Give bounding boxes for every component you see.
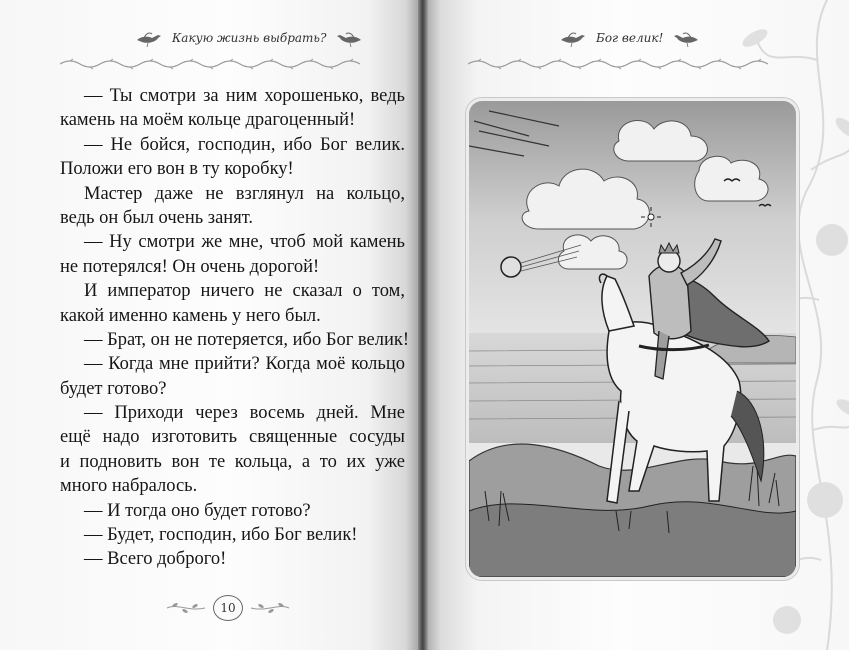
text-line: — Брат, он не потеряется, ибо Бог велик! [84,329,410,350]
left-page [0,0,418,650]
left-running-head-text: Какую жизнь выбрать? [172,31,327,45]
text-line: — Когда мне прийти? Когда моё кольцо [84,354,405,375]
text-line: ведь он был очень занят. [60,207,254,228]
leaf-sprig-icon [249,599,291,617]
right-running-head [558,28,701,48]
text-line: Мастер даже не взглянул на кольцо, [84,183,405,204]
body-text [60,84,410,572]
text-line: какой именно камень у него был. [60,305,321,326]
text-line: ещё надо изготовить священные сосуды [60,427,405,448]
text-line: камень на моём кольце драгоценный! [60,110,356,131]
text-line: и подновить вон те кольца, а то их уже [60,451,405,472]
text-line: — Всего доброго! [84,549,227,570]
text-line: — Будет, господин, ибо Бог велик! [84,525,358,546]
page-number: 10 [213,595,243,621]
text-line: И император ничего не сказал о том, [84,281,405,302]
text-line: — Не бойся, господин, ибо Бог велик. [84,134,405,155]
left-running-head [134,28,364,48]
text-line: будет готово? [60,378,167,399]
text-line: — Ну смотри же мне, чтоб мой камень [84,232,405,253]
right-page [428,0,849,650]
bird-icon [134,28,164,48]
vine-ornament-icon [60,58,360,70]
leaf-sprig-icon [165,599,207,617]
text-line: Положи его вон в ту коробку! [60,159,294,180]
bird-icon [671,28,701,48]
illustration-rider-on-horse [466,98,799,580]
right-running-head-text: Бог велик! [596,31,664,45]
book-gutter [418,0,428,650]
page-number-folio [160,594,296,622]
bird-icon [334,28,364,48]
bird-icon [558,28,588,48]
text-line: много набралось. [60,476,198,497]
text-line: не потерялся! Он очень дорогой! [60,256,320,277]
text-line: — И тогда оно будет готово? [84,500,311,521]
rider-scene-drawing [469,101,796,577]
text-line: — Ты смотри за ним хорошенько, ведь [84,86,405,106]
vine-ornament-icon [468,58,768,70]
text-line: — Приходи через восемь дней. Мне [84,403,405,424]
